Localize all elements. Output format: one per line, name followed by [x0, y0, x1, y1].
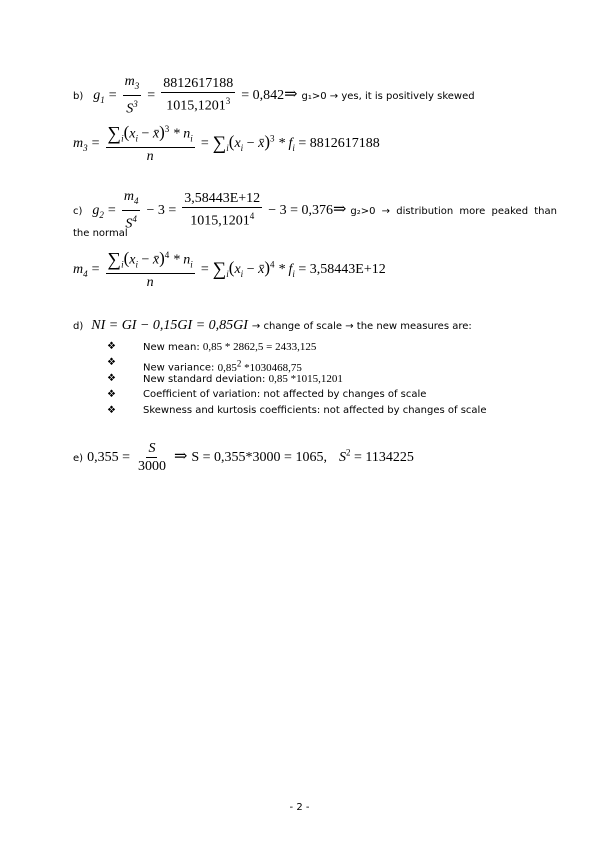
equals-sign: = — [107, 202, 116, 218]
part-e-label: e) — [73, 453, 84, 465]
equals-sign: = — [91, 261, 100, 277]
cv-value: 0,355 = — [87, 450, 130, 466]
g1-value-fraction: $\frac{8812617188}{1015,1201^3}$ — [163, 76, 234, 115]
bullet-icon: ❖ — [107, 373, 116, 384]
s-computation: S = 0,355*3000 = 1065, — [191, 450, 327, 466]
scale-equation: NI = GI − 0,15GI = 0,85GI — [91, 318, 248, 333]
part-b-line — [73, 74, 475, 116]
implies-arrow: ⇒ — [332, 200, 347, 218]
g2-comment-continued: the normal — [73, 228, 128, 239]
m3-symbol: $m_3$ — [73, 135, 88, 153]
cv-statement: Coefficient of variation: not affected by changes of scale — [143, 389, 427, 400]
equals-sign: = — [108, 87, 117, 103]
new-variance-formula: 0,85$^2$ *1030468,75 — [217, 358, 302, 374]
m4-sum-frequency: $\sum_i(x_i$ − x̄)$^4$ * $f_i = 3,58443E+12$ — [212, 257, 386, 280]
part-c-line — [73, 189, 557, 231]
implies-arrow: ⇒ — [173, 448, 188, 466]
g2-symbol: $g_2$ — [92, 202, 104, 220]
m4-definition-fraction: $\frac{\sum_i(x_i - x̄)^4 * n_i}{n}$ — [107, 248, 193, 291]
m3-over-s3-fraction: $\frac{m_3}{S^3}$ — [124, 74, 140, 117]
implies-arrow: ⇒ — [284, 85, 298, 103]
bullet-icon: ❖ — [107, 389, 116, 400]
g1-symbol: $g_1$ — [93, 87, 105, 105]
new-sd-formula: 0,85 *1015,1201 — [268, 373, 343, 385]
new-mean-label: New mean: — [143, 342, 200, 353]
g2-result: − 3 = 0,376 — [268, 202, 333, 218]
equals-sign: = — [200, 261, 209, 277]
variance-result: $S^2 = 1134225$ — [338, 447, 414, 466]
scale-comment: → change of scale → the new measures are: — [251, 321, 472, 332]
g2-comment: g₂>0 → distribution more peaked than — [350, 205, 557, 217]
bullet-icon: ❖ — [107, 357, 116, 368]
s-over-mean-fraction: $\frac{S}{3000}$ — [137, 441, 166, 474]
equals-sign: = — [147, 87, 156, 103]
new-sd-label: New standard deviation: — [143, 374, 266, 385]
m4-symbol: $m_4$ — [73, 261, 88, 279]
minus-three: − 3 = — [146, 202, 177, 218]
bullet-icon: ❖ — [107, 341, 116, 352]
m4-formula — [73, 248, 386, 290]
new-mean-formula: 0,85 * 2862,5 = 2433,125 — [202, 341, 317, 353]
m3-definition-fraction: $\frac{\sum_i(x_i - x̄)^3 * n_i}{n}$ — [107, 122, 193, 165]
m4-over-s4-fraction: $\frac{m_4}{S^4}$ — [123, 189, 139, 232]
part-d-label: d) — [73, 321, 84, 332]
equals-sign: = — [91, 135, 100, 151]
g1-comment: g₁>0 → yes, it is positively skewed — [301, 90, 475, 102]
m3-sum-frequency: $\sum_i(x_i$ − x̄)$^3$ * $f_i = 8812617188$ — [212, 131, 380, 154]
part-c-label: c) — [73, 205, 83, 217]
equals-sign: = — [200, 135, 209, 151]
part-b-label: b) — [73, 90, 84, 102]
bullet-icon: ❖ — [107, 405, 116, 416]
m3-formula — [73, 122, 380, 164]
g1-result: = 0,842 — [241, 87, 285, 103]
new-variance-label: New variance: — [143, 362, 215, 374]
skew-kurt-statement: Skewness and kurtosis coefficients: not affected by changes of scale — [143, 405, 487, 416]
part-d-line — [73, 316, 472, 334]
g2-value-fraction: $\frac{3,58443E+12}{1015,1201^4}$ — [184, 191, 261, 230]
page-number: - 2 - — [289, 802, 310, 813]
part-e-line — [73, 441, 414, 474]
